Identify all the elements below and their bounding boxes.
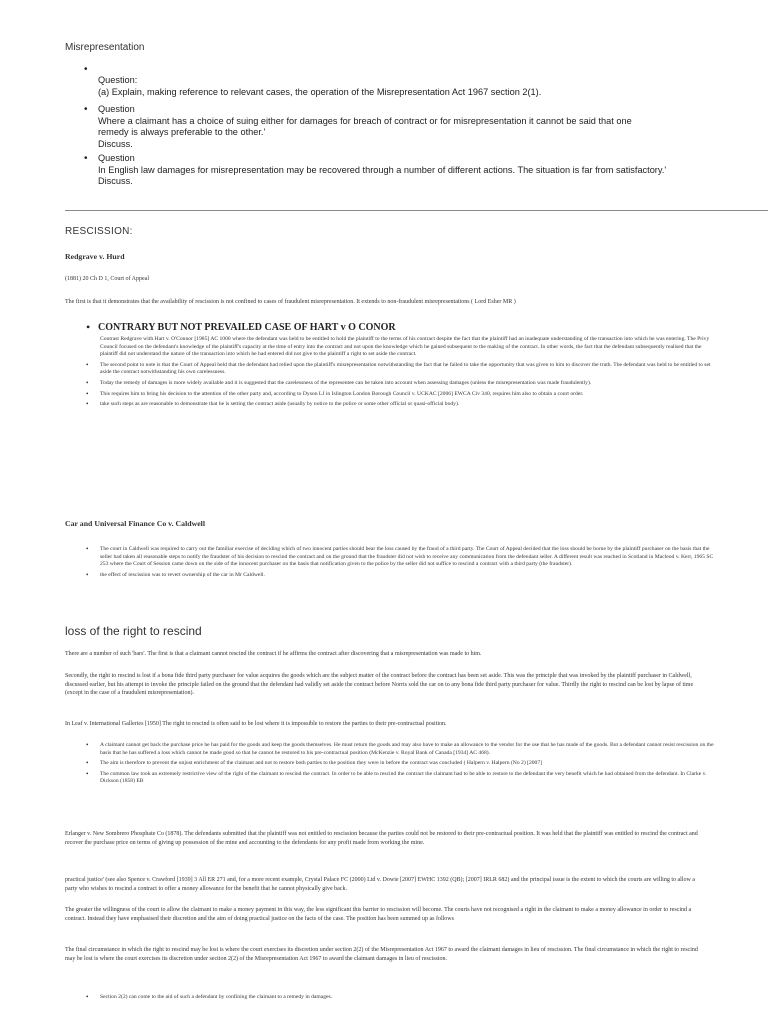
list-item: [86, 994, 716, 1002]
bullet-icon: •: [84, 64, 88, 75]
bullet-icon: •: [86, 741, 89, 749]
list-item: [86, 760, 716, 768]
questions-list: [82, 64, 722, 190]
bullet-icon: •: [86, 993, 89, 1001]
list-item: [86, 380, 716, 388]
loss-paragraph-6: The greater the willingness of the court to allow the claimant to make a money payment in this way, the less significant this barrier to rescission will become. The courts have not recognised a right in the claimant to make a money allowance in order to rescind a contract. Instead they have emphasised their discretion and the aim of doing practical justice on the facts of the case. The position has been summed up as follows: [65, 907, 692, 922]
case-summary-redgrave: The first is that it demonstrates that the availability of rescission is not confined to cases of fraudulent misrepresentation. It extends to non-fraudulent misrepresentations ( Lord Esher MR ): [65, 299, 516, 305]
list-item: [86, 572, 716, 580]
list-item: [86, 336, 716, 359]
bullet-icon: •: [84, 104, 88, 115]
loss-paragraph-1: There are a number of such 'bars'. The first is that a claimant cannot rescind the contract if he affirms the contract after discovering that a misrepresentation was made to him.: [65, 651, 482, 657]
loss-paragraph-7: The final circumstance in which the right to rescind may be lost is where the court exercises its discretion under section 2(2) of the Misrepresentation Act 1967 to award the claimant damages in lieu of rescission. The final circumstance in which the right to rescind may be lost is where the court exercises its discretion under section 2(2) of the Misrepresentation Act 1967 to award the claimant damages in lieu of rescission.: [65, 947, 698, 962]
loss-list: [86, 742, 716, 789]
loss-paragraph-3: In Leaf v. International Galleries [1950] The right to rescind is often said to be lost where it is impossible to restore the parties to their pre-contractual position.: [65, 721, 447, 727]
bullet-icon: •: [86, 378, 89, 387]
list-item-text: take such steps as are reasonable to demonstrate that he is setting the contract aside (usually by notice to the police or some other official or quasi-official body).: [100, 401, 460, 408]
question-item-3: [82, 153, 722, 188]
question-1-line-2: Question:: [98, 75, 138, 85]
question-1-line-3: (a) Explain, making reference to relevant cases, the operation of the Misrepresentation Act 1967 section 2(1).: [98, 86, 542, 97]
loss-paragraph-2: Secondly, the right to rescind is lost if a bona fide third party purchaser for value acquires the goods which are the subject matter of the contract before the contract has been set aside. This was the principle that was invoked by the plaintiff purchaser in Caldwell, discussed earlier, but his attempt to invoke the principle failed on the ground that the defendant had validly set aside the contract before Norris sold the car on to any bona fide third party purchaser for value. Thirdly the right to rescind can be lost by lapse of time (except in the case of a fraudulent misrepresentation).: [65, 673, 694, 696]
final-list: [86, 994, 716, 1005]
list-item-text: the effect of rescission was to revert ownership of the car in Mr Caldwell.: [100, 571, 265, 578]
list-item-text: The second point to note is that the Court of Appeal held that the defendant had relied upon the plaintiff's misrepresentation notwithstanding the fact that he failed to take the opportunity that was given to him to discover the truth. The defendant was held to be entitled to set aside the contract notwithstanding his own carelessness.: [100, 361, 711, 376]
bullet-icon: •: [86, 400, 89, 409]
question-2-line-4: Discuss.: [98, 138, 133, 149]
list-item-text: Contrast Redgrave with Hart v. O'Connor [1985] AC 1000 where the defendant was held to be entitled to hold the plaintiff to the terms of his contract despite the fact that the plaintiff had an inadequate understanding of the transaction into which he was entering. The Privy Council focused on the defendant's knowledge of the plaintiff's capacity at the time of entry into the contract and not upon the knowledge which he gained subsequent to the making of the contract. In other words, the fact that the defendant subsequently realised that the plaintiff did not understand the nature of the transaction into which he had entered did not give to the plaintiff a right to set aside the contract.: [100, 336, 710, 358]
case-title-redgrave: Redgrave v. Hurd: [65, 252, 125, 261]
list-item: [86, 401, 716, 409]
bullet-icon: •: [86, 320, 91, 334]
list-item: [86, 742, 716, 757]
question-3-line-2: In English law damages for misrepresentation may be recovered through a number of different actions. The situation is far from satisfactory.': [98, 164, 667, 175]
question-item-1: [82, 64, 722, 100]
loss-paragraph-5: practical justice' (see also Spence v. Crawford [1939] 3 All ER 271 and, for a more recent example, Crystal Palace FC (2000) Ltd v. Dowie [2007] EWHC 1392 (QB); [2007] IRLR 682) and the principal issue is the extent to which the courts are willing to allow a party who wishes to rescind a contract to offer a money allowance for the benefit that he cannot physically give back.: [65, 877, 695, 892]
list-item: [86, 771, 716, 786]
section-heading-rescission: RESCISSION:: [65, 226, 133, 237]
horizontal-divider: [65, 210, 768, 211]
bullet-icon: •: [86, 389, 89, 398]
list-item-text: The common law took an extremely restrictive view of the right of the claimant to rescind the contract. In order to be able to rescind the contract the claimant had to be able to restore to the defendant the very benefit which he had obtained from the defendant. In Clarke v. Dickson (1858) EB: [100, 770, 707, 785]
loss-paragraph-4: Erlanger v. New Sombrero Phosphate Co (1878). The defendants submitted that the plaintiff was not entitled to rescission because the parties could not be restored to their pre-contractual position. It was held that the plaintiff was entitled to rescind the contract and recover the purchase price on terms of giving up possession of the mine and accounting to the defendants for any profit made from working the mine.: [65, 831, 698, 846]
list-item-text: Today the remedy of damages is more widely available and it is suggested that the carelessness of the representee can be taken into account when assessing damages (unless the misrepresentation was made fraudulently).: [100, 379, 592, 386]
case-citation-redgrave: (1881) 20 Ch D 1, Court of Appeal: [65, 276, 149, 282]
list-item-text: The court in Caldwell was required to carry out the familiar exercise of deciding which of two innocent parties should bear the loss caused by the fraud of a third party. The Court of Appeal decided that the loss should be borne by the plaintiff purchaser on the basis that the seller had taken all reasonable steps to notify the fraudster of his decision to rescind the contract and on the ground that the fraudster did not wish to receive any communication from the defendant seller. A different result was reached in Scotland in Macleod v. Kerr, 1965 SC 253 where the Court of Session came down on the side of the innocent purchaser on the basis that notification given to the police by the seller did not suffice to rescind a contract with a third party (the fraudster).: [100, 546, 714, 568]
bullet-icon: •: [86, 570, 89, 579]
bullet-icon: •: [86, 769, 89, 778]
bullet-icon: •: [86, 545, 89, 553]
case-title-caldwell: Car and Universal Finance Co v. Caldwell: [65, 519, 205, 528]
list-item-text: This requires him to bring his decision to the attention of the other party and, according to Dyson LJ in Islington London Borough Council v. UCKAC [2006] EWCA Civ 340, requires him also to obtain a court order.: [100, 390, 584, 397]
bullet-icon: •: [86, 759, 89, 768]
list-item: [86, 391, 716, 399]
list-item-text: A claimant cannot get back the purchase price he has paid for the goods and keep the goods themselves. He must return the goods and may also have to make an allowance to the vendor for the use that he has made of the goods. But a defendant cannot resist rescission on the basis that he has suffered a loss which cannot be made good so that he cannot be restored to his pre-contractual position (McKenzie v. Royal Bank of Canada [1934] AC 468).: [100, 742, 714, 756]
section-heading-loss: loss of the right to rescind: [65, 624, 202, 638]
document-title: Misrepresentation: [65, 42, 145, 53]
list-item: [86, 362, 716, 377]
bullet-icon: •: [84, 153, 88, 164]
question-3-line-3: Discuss.: [98, 176, 133, 186]
list-item-text: The aim is therefore to prevent the unjust enrichment of the claimant and not to restore both parties to the position they were in before the contract was concluded ( Halpern v. Halpern (No 2) [2007]: [100, 760, 543, 767]
bullet-icon: •: [86, 360, 89, 369]
list-item-text: Section 2(2) can come to the aid of such a defendant by confining the claimant to a remedy in damages.: [100, 994, 333, 1000]
contrary-case-heading: CONTRARY BUT NOT PREVAILED CASE OF HART v O CONOR: [98, 322, 396, 333]
question-2-line-1: Question: [98, 104, 135, 114]
question-3-line-1: Question: [98, 153, 135, 163]
list-item: [86, 546, 716, 569]
question-item-2: [82, 104, 722, 150]
contrary-case-list: [86, 336, 716, 412]
question-1-line-1: [98, 64, 722, 75]
caldwell-list: [86, 546, 716, 582]
question-2-line-3: remedy is always preferable to the other.': [98, 127, 266, 137]
question-2-line-2: Where a claimant has a choice of suing either for damages for breach of contract or for misrepresentation it cannot be said that one: [98, 115, 632, 126]
